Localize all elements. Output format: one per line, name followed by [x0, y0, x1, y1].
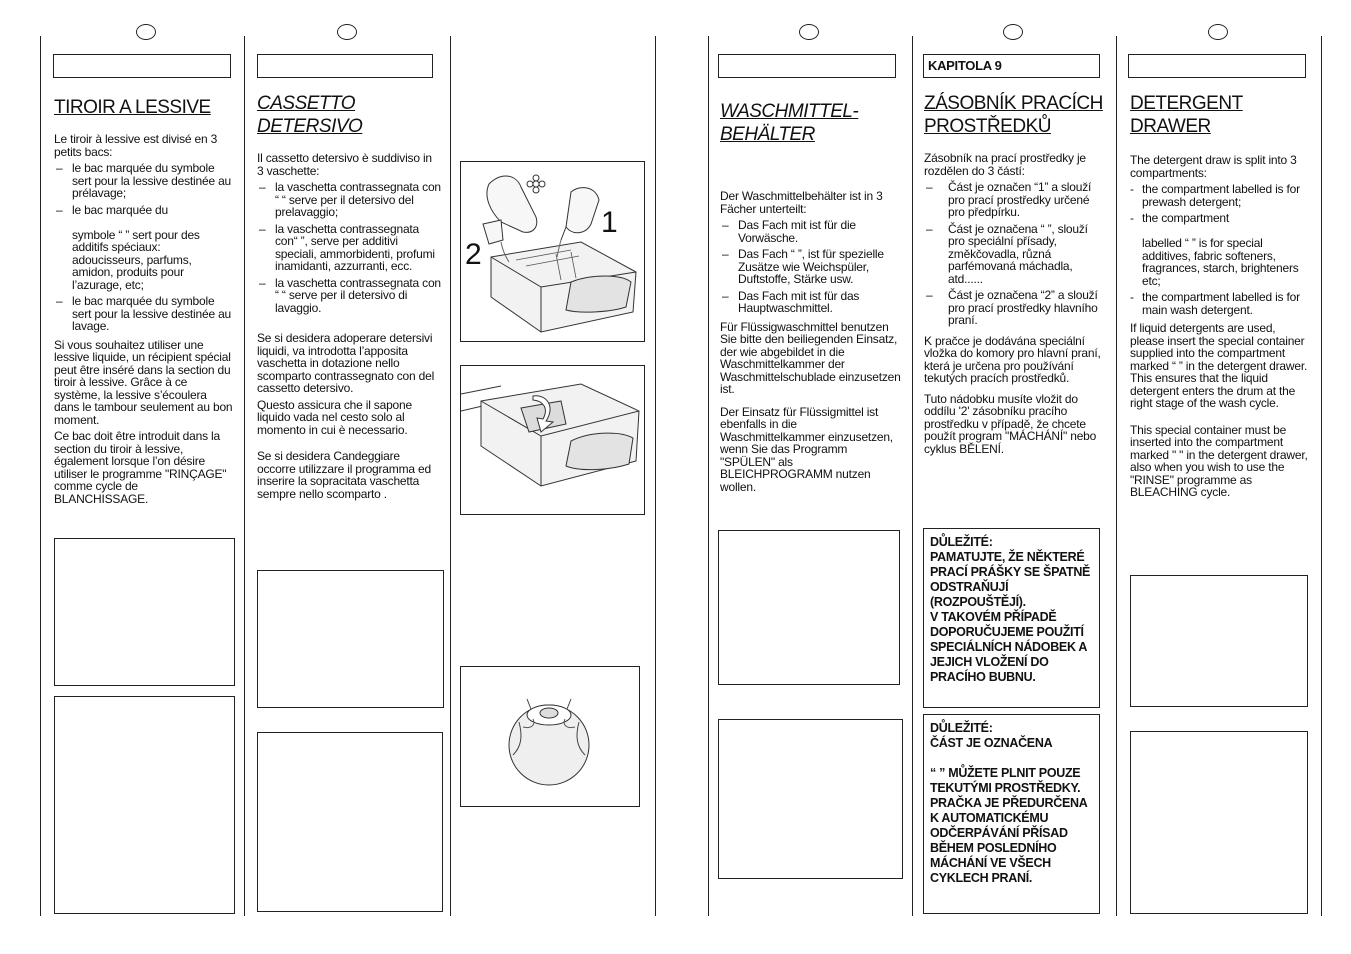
paragraph: Questo assicura che il sapone liquido vada nel cesto solo al momento in cui è necessario. [257, 397, 412, 437]
figure-label: 2 [465, 238, 482, 271]
list-item: – la vaschetta contrassegnata con“ ”, serve per additivi speciali, ammorbidenti, profumi inamidanti, azzurranti, ecc. [257, 223, 441, 273]
paragraph: Si vous souhaitez utiliser une lessive liquide, un récipient spécial peut être inséré dans la section du tiroir à lessive. Grâce à ce système, la lessive s’écoulera dans le tambour seulement au bon moment. [54, 337, 233, 427]
compartment-list [924, 181, 1104, 327]
list-item: – le bac marquée du symbole sert pour la lessive destinée au prélavage; [54, 162, 234, 200]
paragraph: If liquid detergents are used, please insert the special container supplied into the compartment marked “ ” in the detergent drawer. This ensures that the liquid detergent enters the drum at the right stage of the wash cycle. [1130, 321, 1308, 410]
intro-text: Zásobník na prací prostředky je rozdělen do 3 částí: [924, 151, 1086, 178]
figure-ball-dispenser [460, 666, 640, 807]
important-note-text: DŮLEŽITÉ: PAMATUJTE, ŽE NĚKTERÉ PRACÍ PRÁŠKY SE ŠPATNĚ ODSTRAŇUJÍ (ROZPOUŠTĚJÍ). V TAKOVÉM PŘÍPADĚ DOPORUČUJEME POUŽITÍ SPECIÁLNÍCH NÁDOBEK A JEJICH VLOŽENÍ DO PRACÍHO BUBNU. [930, 535, 1091, 684]
list-item: – le bac marquée du symbole “ ” sert pour des additifs spéciaux: adoucisseurs, parfums, amidon, produits pour l’azurage, etc; [54, 204, 234, 292]
language-flag-circle [799, 24, 819, 40]
intro-text: Le tiroir à lessive est divisé en 3 petits bacs: [54, 132, 218, 159]
french-column [54, 96, 234, 509]
figure-drawer-insert [460, 365, 645, 515]
section-title: CASSETTO DETERSIVO [257, 93, 363, 137]
important-note-text: DŮLEŽITÉ: ČÁST JE OZNAČENA “ ” MŮŽETE PLNIT POUZE TEKUTÝMI PROSTŘEDKY. PRAČKA JE PŘEDURČENA K AUTOMATICKÉMU ODČERPÁVÁNÍ PŘÍSAD BĚHEM POSLEDNÍHO MÁCHÁNÍ VE VŠECH CYKLECH PRANÍ. [930, 721, 1087, 885]
english-column [1130, 92, 1310, 503]
chapter-header-box [53, 54, 231, 78]
language-flag-circle [337, 24, 357, 40]
compartment-list [1130, 183, 1310, 316]
paragraph: K pračce je dodávána speciální vložka do komory pro hlavní praní, která je určena pro používání tekutých pracích prostředků. [924, 333, 1101, 385]
important-note-box [923, 528, 1100, 708]
figure-detergent-pouring [460, 161, 645, 342]
list-item: - the compartment labelled “ ” is for special additives, fabric softeners, fragrances, starch, brighteners etc; [1130, 212, 1310, 287]
image-placeholder-box [54, 696, 235, 914]
paragraph: Der Einsatz für Flüssigmittel ist ebenfalls in die Waschmittelkammer einzusetzen, wenn Sie das Programm "SPÜLEN" als BLEICHPROGRAMM nutzen wollen. [720, 404, 893, 494]
language-flag-circle [1208, 24, 1228, 40]
chapter-header-box [718, 54, 896, 78]
list-item: - the compartment labelled is for prewash detergent; [1130, 183, 1310, 208]
drawer-insert-illustration [461, 366, 643, 513]
list-item: – Das Fach mit ist für die Vorwäsche. [720, 219, 904, 244]
column-divider [40, 36, 41, 916]
german-column [720, 100, 904, 497]
italian-column [257, 92, 441, 504]
chapter-label: KAPITOLA 9 [928, 58, 1002, 73]
drawer-pouring-illustration [461, 162, 643, 340]
intro-text: Der Waschmittelbehälter ist in 3 Fächer unterteilt: [720, 189, 883, 216]
chapter-header-box [923, 54, 1100, 78]
column-divider [450, 36, 451, 916]
column-divider [1321, 36, 1322, 916]
compartment-list [54, 162, 234, 333]
section-title: DETERGENT DRAWER [1130, 93, 1243, 137]
czech-column [924, 92, 1104, 459]
list-item: – Část je označen “1” a slouží pro prací prostředky určené pro předpírku. [924, 181, 1104, 219]
image-placeholder-box [718, 530, 900, 685]
list-item: – Das Fach mit ist für das Hauptwaschmittel. [720, 290, 904, 315]
section-title: ZÁSOBNÍK PRACÍCH PROSTŘEDKŮ [924, 93, 1103, 137]
compartment-list [257, 181, 441, 314]
paragraph: Se si desidera adoperare detersivi liquidi, va introdotta l’apposita vaschetta in dotazione nello scomparto contrassegnato con del cassetto detersivo. [257, 331, 435, 395]
image-placeholder-box [1130, 731, 1308, 914]
list-item: – le bac marquée du symbole sert pour la lessive destinée au lavage. [54, 295, 234, 333]
column-divider [1116, 36, 1117, 916]
list-item: – la vaschetta contrassegnata con “ “ serve per il detersivo del prelavaggio; [257, 181, 441, 219]
list-item: – Část je označena “2” a slouží pro prací prostředky hlavního praní. [924, 289, 1104, 327]
image-placeholder-box [257, 732, 443, 912]
chapter-header-box [257, 54, 433, 78]
language-flag-circle [136, 24, 156, 40]
column-divider [708, 36, 709, 916]
paragraph: Für Flüssigwaschmittel benutzen Sie bitte den beiliegenden Einsatz, der wie abgebildet in die Waschmittelkammer der Waschmittelschublade einzusetzen ist. [720, 319, 901, 396]
column-divider [912, 36, 913, 916]
image-placeholder-box [257, 570, 444, 708]
chapter-header-box [1128, 54, 1306, 78]
compartment-list [720, 219, 904, 315]
important-note-box [923, 714, 1100, 914]
image-placeholder-box [1130, 575, 1308, 707]
intro-text: Il cassetto detersivo è suddiviso in 3 vaschette: [257, 151, 432, 178]
list-item: – Das Fach “ ”, ist für spezielle Zusätze wie Weichspüler, Duftstoffe, Stärke usw. [720, 248, 904, 286]
language-flag-circle [1003, 24, 1023, 40]
paragraph: Ce bac doit être introduit dans la section du tiroir à lessive, également lorsque l’on désire utiliser le programme "RINÇAGE" comme cycle de BLANCHISSAGE. [54, 429, 227, 506]
section-title: WASCHMITTEL-BEHÄLTER [720, 101, 859, 145]
list-item: – la vaschetta contrassegnata con “ “ serve per il detersivo di lavaggio. [257, 277, 441, 315]
paragraph: Se si desidera Candeggiare occorre utilizzare il programma ed inserire la sopracitata vaschetta sempre nello scomparto . [257, 449, 431, 501]
paragraph: This special container must be inserted into the compartment marked " " in the detergent drawer, also when you wish to use the "RINSE" programme as BLEACHING cycle. [1130, 422, 1308, 499]
column-divider [244, 36, 245, 916]
paragraph: Tuto nádobku musíte vložit do oddílu '2' zásobníku pracího prostředku v případě, že chcete použít program "MÁCHÁNÍ" nebo cyklus BĚLENÍ. [924, 391, 1097, 456]
dosing-ball-illustration [461, 667, 638, 805]
intro-text: The detergent draw is split into 3 compartments: [1130, 153, 1297, 180]
section-title: TIROIR A LESSIVE [54, 97, 211, 118]
list-item: - the compartment labelled is for main wash detergent. [1130, 291, 1310, 316]
image-placeholder-box [718, 719, 903, 879]
figure-label: 1 [601, 206, 618, 239]
list-item: – Část je označena “ ”, slouží pro speciální přísady, změkčovadla, různá parfémovaná máchadla, atd...... [924, 223, 1104, 286]
image-placeholder-box [54, 538, 235, 686]
column-divider [655, 36, 656, 916]
